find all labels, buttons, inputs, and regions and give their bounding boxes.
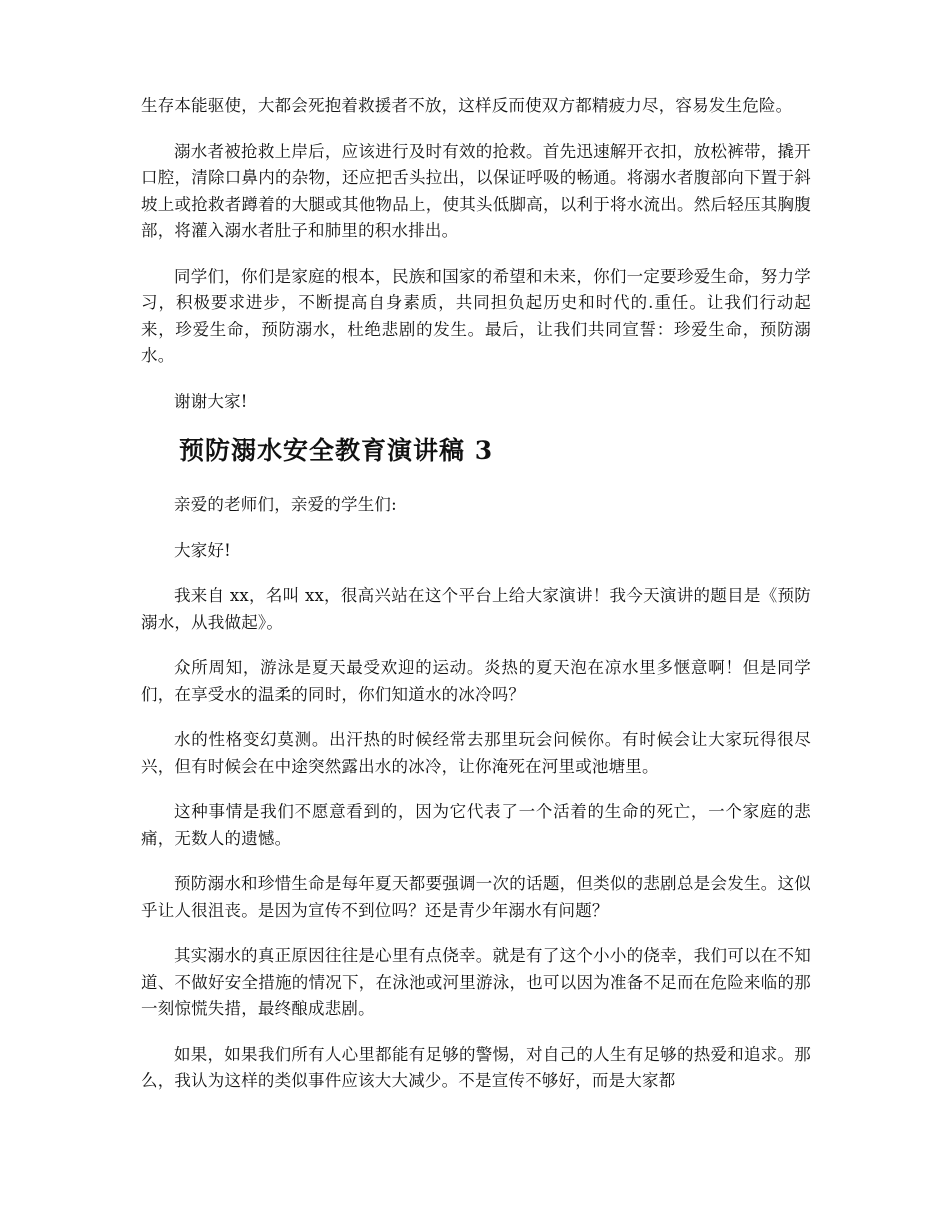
document-page bbox=[141, 93, 811, 1114]
paragraph: 其实溺水的真正原因往往是心里有点侥幸。就是有了这个小小的侥幸，我们可以在不知道、不做好安全措施的情况下，在泳池或河里游泳，也可以因为准备不足而在危险来临的那一刻惊慌失措，最终酿成悲剧。 bbox=[141, 946, 811, 1018]
paragraph: 如果，如果我们所有人心里都能有足够的警惕，对自己的人生有足够的热爱和追求。那么，我认为这样的类似事件应该大大减少。不是宣传不够好，而是大家都 bbox=[141, 1044, 811, 1090]
paragraph: 预防溺水和珍惜生命是每年夏天都要强调一次的话题，但类似的悲剧总是会发生。这似乎让人很沮丧。是因为宣传不到位吗？还是青少年溺水有问题？ bbox=[141, 874, 811, 920]
paragraph: 溺水者被抢救上岸后，应该进行及时有效的抢救。首先迅速解开衣扣，放松裤带，撬开口腔，清除口鼻内的杂物，还应把舌头拉出，以保证呼吸的畅通。将溺水者腹部向下置于斜坡上或抢救者蹲着的大腿或其他物品上，使其头低脚高，以利于将水流出。然后轻压其胸腹部，将灌入溺水者肚子和肺里的积水排出。 bbox=[141, 141, 811, 240]
paragraph: 水的性格变幻莫测。出汗热的时候经常去那里玩会问候你。有时候会让大家玩得很尽兴，但有时候会在中途突然露出水的冰冷，让你淹死在河里或池塘里。 bbox=[141, 730, 811, 776]
paragraph: 大家好! bbox=[174, 540, 231, 560]
paragraph: 我来自 xx，名叫 xx，很高兴站在这个平台上给大家演讲！我今天演讲的题目是《预防溺水，从我做起》。 bbox=[141, 586, 811, 632]
paragraph: 谢谢大家! bbox=[174, 391, 248, 411]
paragraph: 生存本能驱使，大都会死抱着救援者不放，这样反而使双方都精疲力尽，容易发生危险。 bbox=[141, 96, 793, 115]
paragraph: 这种事情是我们不愿意看到的，因为它代表了一个活着的生命的死亡，一个家庭的悲痛，无数人的遗憾。 bbox=[141, 802, 811, 848]
paragraph: 同学们，你们是家庭的根本，民族和国家的希望和未来，你们一定要珍爱生命，努力学习，积极要求进步，不断提高自身素质，共同担负起历史和时代的.重任。让我们行动起来，珍爱生命，预防溺水，杜绝悲剧的发生。最后，让我们共同宣誓：珍爱生命，预防溺水。 bbox=[141, 266, 811, 365]
paragraph: 亲爱的老师们，亲爱的学生们: bbox=[174, 495, 397, 514]
section-heading: 预防溺水安全教育演讲稿 3 bbox=[179, 436, 494, 465]
paragraph: 众所周知，游泳是夏天最受欢迎的运动。炎热的夏天泡在凉水里多惬意啊！但是同学们，在享受水的温柔的同时，你们知道水的冰冷吗？ bbox=[141, 658, 811, 704]
